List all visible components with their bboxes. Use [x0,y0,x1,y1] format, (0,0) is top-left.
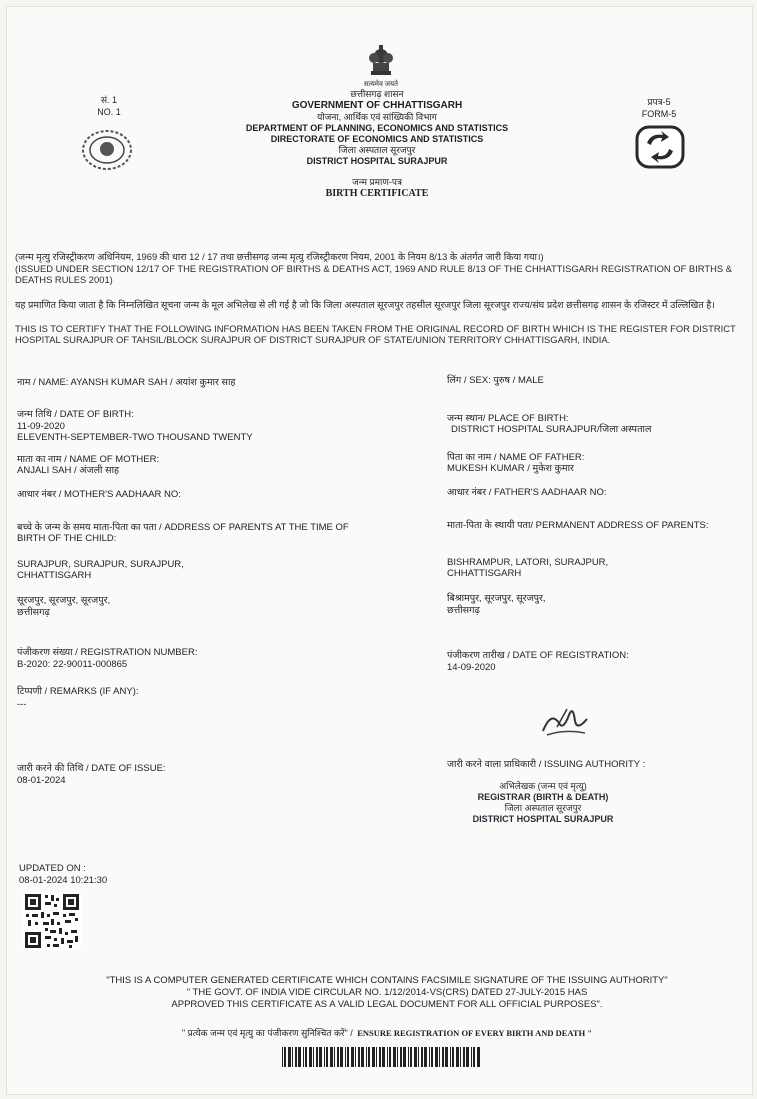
registrar-stamp [443,781,643,825]
header-line-6: जिला अस्पताल सूरजपुर [338,145,416,155]
form-english: FORM-5 [641,109,677,119]
reg-date-label: पंजीकरण तारीख / DATE OF REGISTRATION: [447,650,629,661]
slogan-english: ENSURE REGISTRATION OF EVERY BIRTH AND DEATH " [357,1028,593,1038]
father-value: MUKESH KUMAR / मुकेश कुमार [447,463,574,474]
certify-english: THIS IS TO CERTIFY THAT THE FOLLOWING INFORMATION HAS BEEN TAKEN FROM THE ORIGINAL RECORD OF BIRTH WHICH IS THE REGISTER FOR DISTRICT HOSPITAL SURAJPUR OF TAHSIL/BLOCK SURAJPUR OF DISTRICT SURAJPUR OF STATE/UNION TERRITORY CHHATTISGARH, INDIA. [15,323,736,345]
round-seal-icon [81,129,133,171]
issuing-authority-label: जारी करने वाला प्राधिकारी / ISSUING AUTHORITY : [447,759,646,770]
mother-aadhaar-label: आधार नंबर / MOTHER'S AADHAAR NO: [17,489,181,500]
mother-value: ANJALI SAH / अंजली साह [17,465,120,476]
title-english: BIRTH CERTIFICATE [325,188,429,199]
title-hindi: जन्म प्रमाण-पत्र [352,177,402,187]
header-block [227,89,527,200]
issue-date-value: 08-01-2024 [17,775,66,786]
stamp-line-2: REGISTRAR (BIRTH & DEATH) [477,792,609,802]
reg-number-value: B-2020: 22-90011-000865 [17,659,128,670]
stamp-line-3: जिला अस्पताल सूरजपुर [504,803,582,813]
sex-field: लिंग / SEX: पुरुष / MALE [447,375,544,386]
issue-date-label: जारी करने की तिथि / DATE OF ISSUE: [17,763,166,774]
header-line-7: DISTRICT HOSPITAL SURAJPUR [306,156,448,166]
dob-label: जन्म तिथि / DATE OF BIRTH: [17,409,134,420]
serial-english: NO. 1 [97,107,121,117]
stamp-line-4: DISTRICT HOSPITAL SURAJPUR [472,814,614,824]
reg-date-value: 14-09-2020 [447,662,496,673]
header-line-5: DIRECTORATE OF ECONOMICS AND STATISTICS [270,134,484,144]
address-birth-label-2: BIRTH OF THE CHILD: [17,533,117,544]
certify-hindi: यह प्रमाणित किया जाता है कि निम्नलिखित सूचना जन्म के मूल अभिलेख से ली गई है जो कि जिला अस्पताल सूरजपुर तहसील सूरजपुर जिला सूरजपुर राज्य/संघ प्रदेश छत्तीसगढ़ शासन के रजिस्टर में उल्लिखित है। [15,299,715,310]
footer-slogan [137,1023,637,1041]
emblem-caption: सत्यमेव जयते [363,81,399,88]
updated-value: 08-01-2024 10:21:30 [19,875,108,886]
father-label: पिता का नाम / NAME OF FATHER: [447,452,585,463]
recycle-logo-icon [635,125,685,169]
address-permanent-en-1: BISHRAMPUR, LATORI, SURAJPUR, [447,557,609,568]
address-permanent-hi-2: छत्तीसगढ़ [447,605,480,616]
pob-label: जन्म स्थान/ PLACE OF BIRTH: [447,413,569,424]
address-birth-hi-1: सूरजपुर, सूरजपुर, सूरजपुर, [17,595,111,606]
footer-line-2: " THE GOVT. OF INDIA VIDE CIRCULAR NO. 1/12/2014-VS(CRS) DATED 27-JULY-2015 HAS [186,987,588,998]
pob-value: DISTRICT HOSPITAL SURAJPUR/जिला अस्पताल [451,424,652,435]
address-permanent-en-2: CHHATTISGARH [447,568,522,579]
serial-hindi: सं. 1 [100,95,118,105]
footer-line-3: APPROVED THIS CERTIFICATE AS A VALID LEGAL DOCUMENT FOR ALL OFFICIAL PURPOSES". [171,999,603,1010]
state-emblem-icon [361,41,401,81]
address-birth-en-2: CHHATTISGARH [17,570,92,581]
address-birth-hi-2: छत्तीसगढ़ [17,607,50,618]
barcode-icon [282,1047,482,1067]
form-hindi: प्रपत्र-5 [647,97,671,107]
header-line-3: योजना, आर्थिक एवं सांख्यिकी विभाग [317,112,437,122]
father-aadhaar-label: आधार नंबर / FATHER'S AADHAAR NO: [447,487,607,498]
header-line-4: DEPARTMENT OF PLANNING, ECONOMICS AND STATISTICS [245,123,509,133]
issued-under-hindi: (जन्म मृत्यु रजिस्ट्रीकरण अधिनियम, 1969 की धारा 12 / 17 तथा छत्तीसगढ़ जन्म मृत्यु रजिस्ट्रीकरण नियम, 2001 के नियम 8/13 के अंतर्गत जारी किया गया।) [15,251,544,262]
reg-number-label: पंजीकरण संख्या / REGISTRATION NUMBER: [17,647,198,658]
address-birth-en-1: SURAJPUR, SURAJPUR, SURAJPUR, [17,559,184,570]
mother-label: माता का नाम / NAME OF MOTHER: [17,454,160,465]
qr-code-icon [23,892,81,950]
issued-under-english: (ISSUED UNDER SECTION 12/17 OF THE REGISTRATION OF BIRTHS & DEATHS ACT, 1969 AND RULE 8/13 OF THE CHHATTISGARH REGISTRATION OF BIRTHS & DEATHS RULES 2001) [15,263,732,285]
signature-icon [537,701,593,743]
address-permanent-hi-1: बिश्रामपुर, सूरजपुर, सूरजपुर, [447,593,546,604]
footer-line-1: "THIS IS A COMPUTER GENERATED CERTIFICATE WHICH CONTAINS FACSIMILE SIGNATURE OF THE ISSUING AUTHORITY" [106,975,668,986]
certificate-page [6,6,753,1095]
dob-value: 11-09-2020 [17,421,65,432]
name-field: नाम / NAME: AYANSH KUMAR SAH / अयांश कुमार साह [17,377,236,388]
remarks-label: टिप्पणी / REMARKS (IF ANY): [17,686,139,697]
remarks-value: --- [17,699,27,710]
stamp-line-1: अभिलेखक (जन्म एवं मृत्यु) [499,781,587,791]
header-line-1: छत्तीसगढ़ शासन [350,89,404,99]
updated-label: UPDATED ON : [19,863,86,874]
dob-words: ELEVENTH-SEPTEMBER-TWO THOUSAND TWENTY [17,432,253,443]
address-birth-label-1: बच्चे के जन्म के समय माता-पिता का पता / ADDRESS OF PARENTS AT THE TIME OF [17,522,349,533]
address-permanent-label: माता-पिता के स्थायी पता/ PERMANENT ADDRESS OF PARENTS: [447,520,709,531]
header-line-2: GOVERNMENT OF CHHATTISGARH [291,100,463,111]
slogan-hindi: " प्रत्येक जन्म एवं मृत्यु का पंजीकरण सुनिश्चित करें" / [181,1028,353,1038]
